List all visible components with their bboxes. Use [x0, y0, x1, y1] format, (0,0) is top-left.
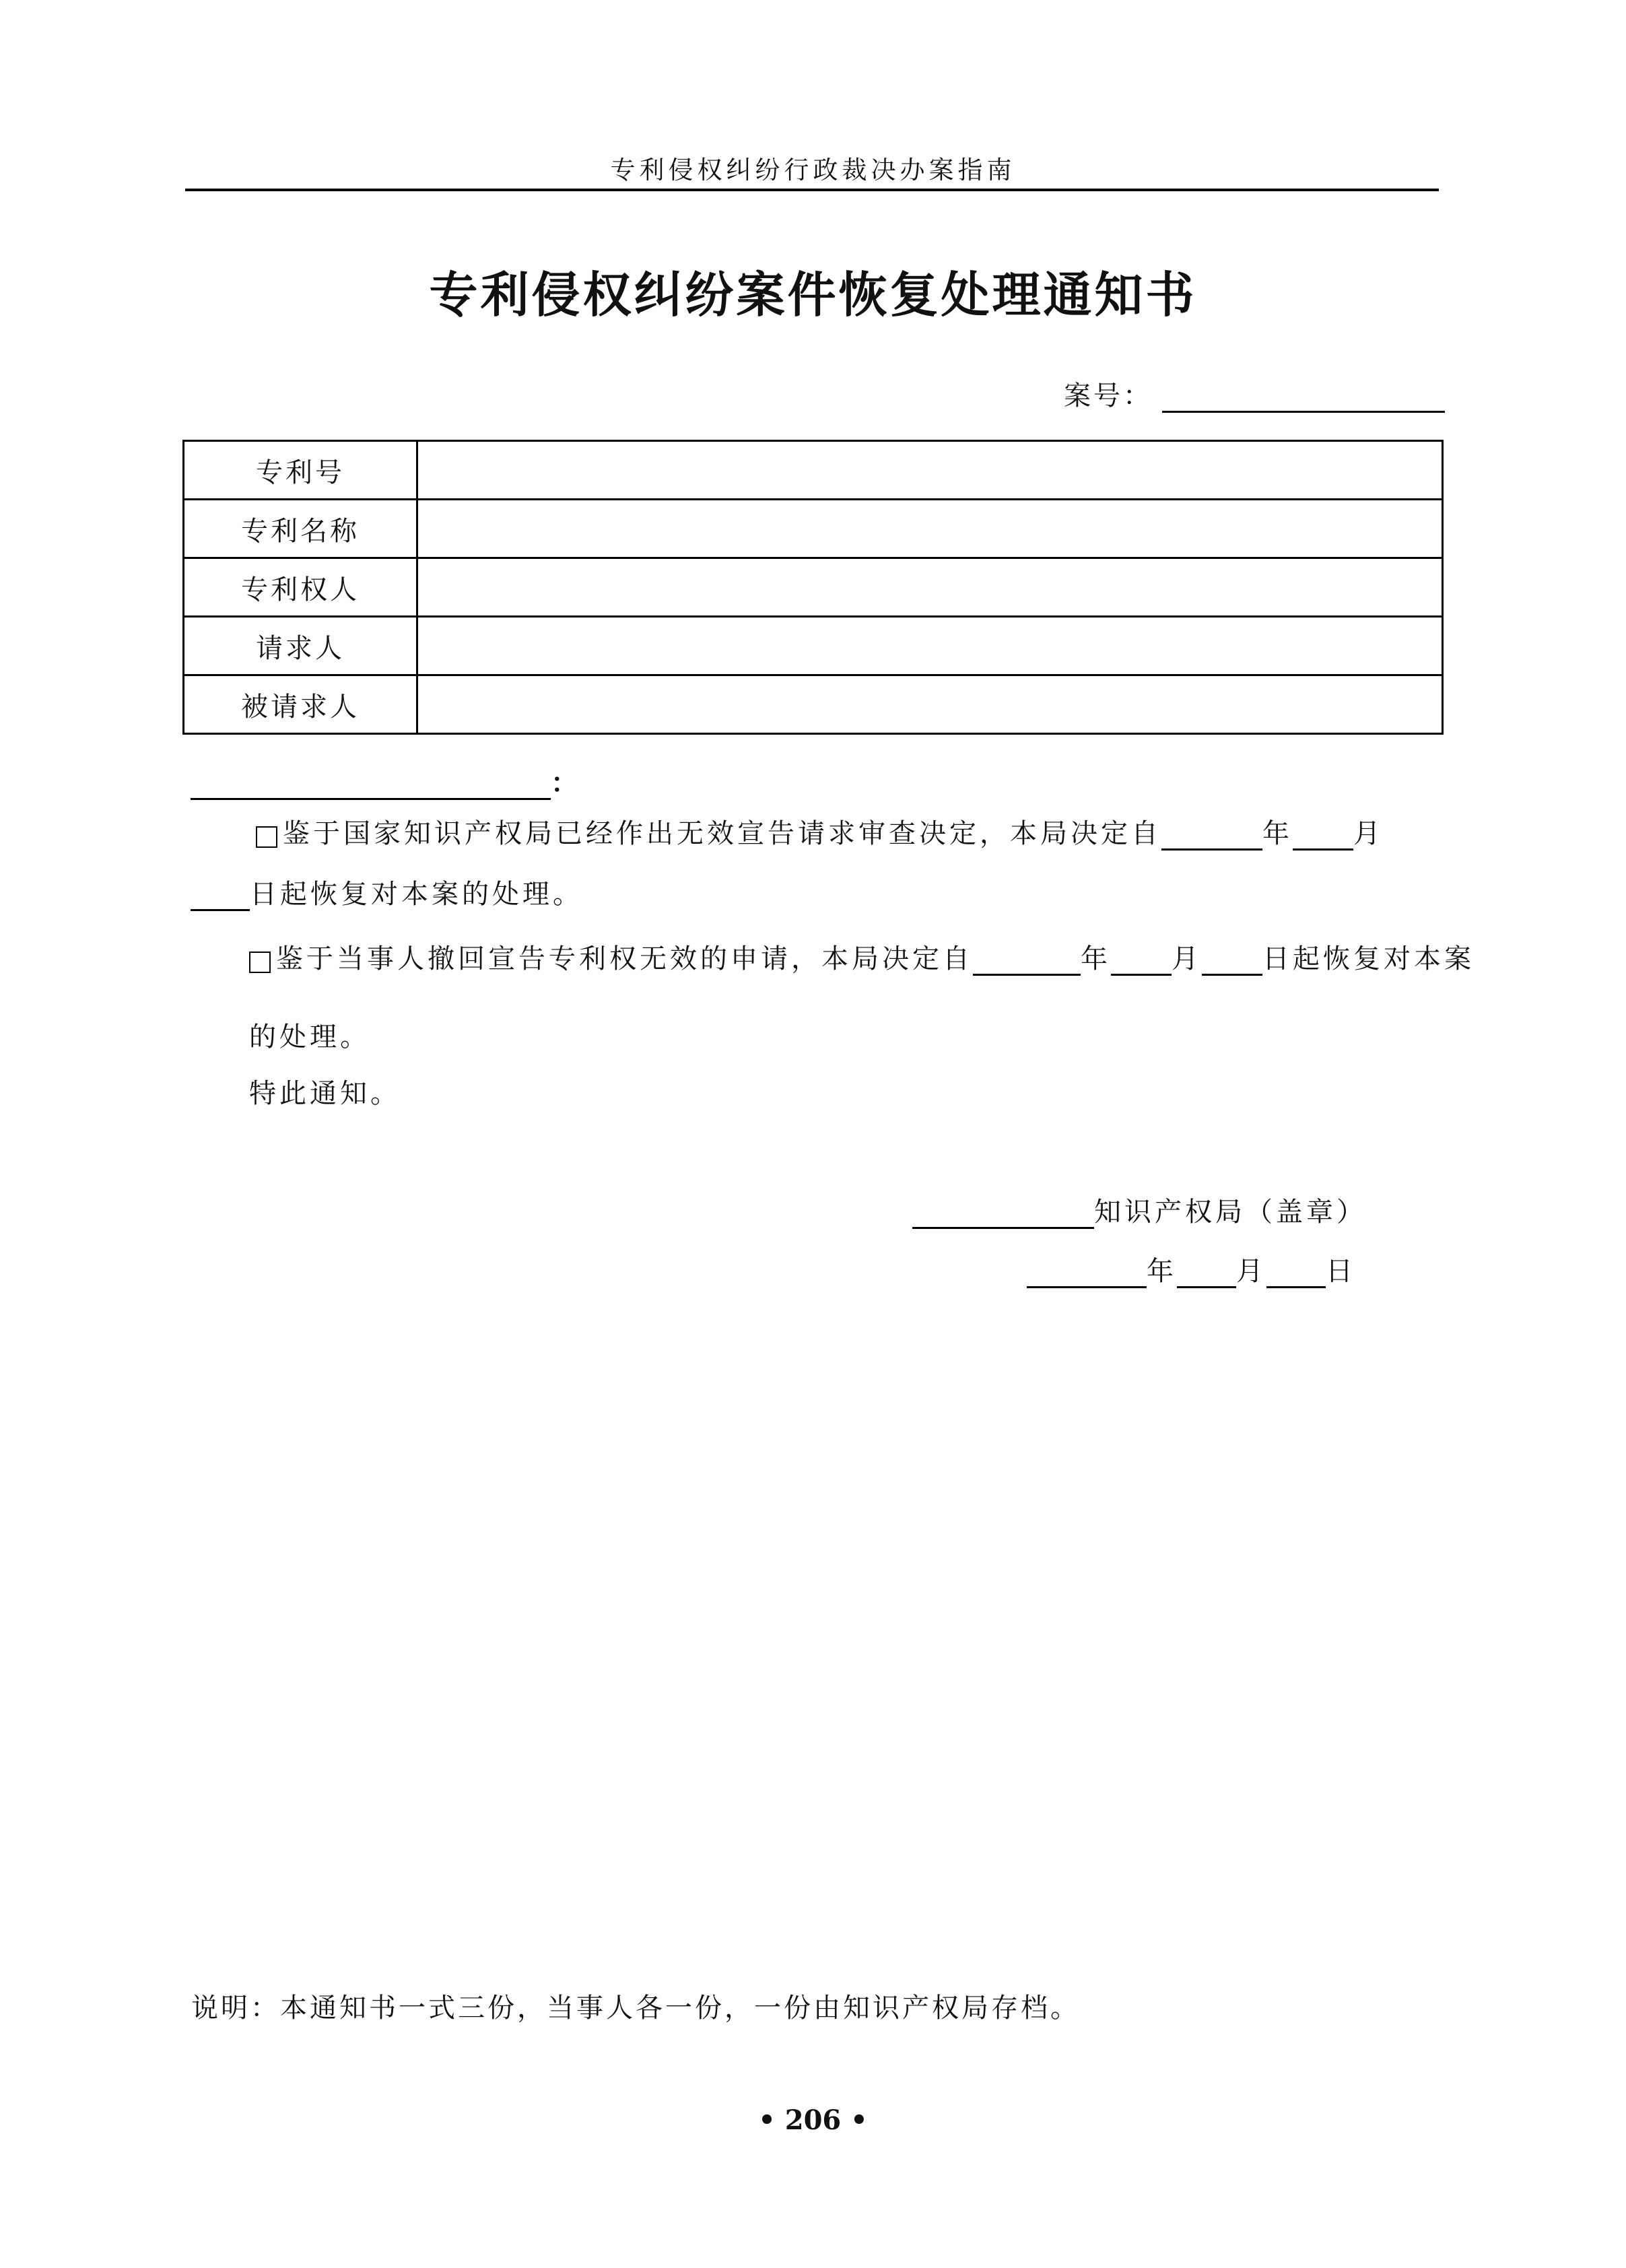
option1-month-blank[interactable] [1293, 822, 1353, 850]
document-title: 专利侵权纠纷案件恢复处理通知书 [429, 266, 1197, 323]
option2-year-label: 年 [1081, 943, 1111, 974]
option2-line2 [249, 1015, 370, 1054]
option1-text-b: 日起恢复对本案的处理。 [250, 879, 583, 910]
respondent-value[interactable] [417, 675, 1443, 734]
option2-line1 [249, 937, 1475, 976]
option1-text-a: 鉴于国家知识产权局已经作出无效宣告请求审查决定，本局决定自 [283, 818, 1161, 849]
option2-text-c: 的处理。 [249, 1022, 370, 1053]
table-row [184, 558, 1443, 617]
requester-value[interactable] [417, 617, 1443, 675]
sign-day-blank[interactable] [1266, 1259, 1326, 1288]
table-row [184, 500, 1443, 558]
footnote-note: 说明：本通知书一式三份，当事人各一份，一份由知识产权局存档。 [191, 1993, 1080, 2024]
option2-text-b: 日起恢复对本案 [1262, 943, 1475, 974]
table-row [184, 675, 1443, 734]
running-header: 专利侵权纠纷行政裁决办案指南 [610, 156, 1016, 185]
option1-line2 [191, 873, 583, 911]
header-rule [185, 189, 1439, 191]
closing-text: 特此通知。 [249, 1078, 401, 1109]
option1-day-blank[interactable] [191, 882, 250, 911]
option2-checkbox[interactable] [249, 952, 271, 973]
option2-month-blank[interactable] [1111, 947, 1172, 976]
sign-month-blank[interactable] [1177, 1259, 1236, 1288]
sign-month-label: 月 [1236, 1256, 1266, 1287]
requester-label: 请求人 [184, 617, 417, 675]
patentee-label: 专利权人 [184, 558, 417, 617]
option2-text-a: 鉴于当事人撤回宣告专利权无效的申请，本局决定自 [276, 943, 973, 974]
option1-checkbox[interactable] [256, 826, 277, 848]
sign-day-label: 日 [1326, 1256, 1356, 1287]
patentee-value[interactable] [417, 558, 1443, 617]
sign-year-label: 年 [1147, 1256, 1177, 1287]
option2-year-blank[interactable] [973, 947, 1081, 976]
option1-year-label: 年 [1262, 818, 1293, 849]
addressee-line [191, 762, 578, 800]
signature-date-line [1027, 1250, 1356, 1288]
option1-month-label: 月 [1353, 818, 1384, 849]
table-row [184, 617, 1443, 675]
page-number: • 206 • [758, 2104, 868, 2136]
patent-info-table [182, 440, 1444, 735]
respondent-label: 被请求人 [184, 675, 417, 734]
case-number-field [1064, 374, 1445, 413]
option1-year-blank[interactable] [1161, 822, 1262, 850]
option2-day-blank[interactable] [1202, 947, 1262, 976]
signature-office-line [912, 1191, 1367, 1229]
office-name-blank[interactable] [912, 1200, 1094, 1229]
case-number-label: 案号： [1064, 380, 1153, 411]
option1-line1 [256, 812, 1384, 850]
office-stamp-label: 知识产权局（盖章） [1094, 1197, 1367, 1228]
patent-name-value[interactable] [417, 500, 1443, 558]
table-row [184, 441, 1443, 500]
patent-name-label: 专利名称 [184, 500, 417, 558]
sign-year-blank[interactable] [1027, 1259, 1147, 1288]
addressee-colon: ： [551, 767, 578, 799]
case-number-blank[interactable] [1162, 381, 1445, 413]
option2-month-label: 月 [1172, 943, 1202, 974]
patent-number-value[interactable] [417, 441, 1443, 500]
patent-number-label: 专利号 [184, 441, 417, 500]
addressee-blank[interactable] [191, 771, 551, 800]
